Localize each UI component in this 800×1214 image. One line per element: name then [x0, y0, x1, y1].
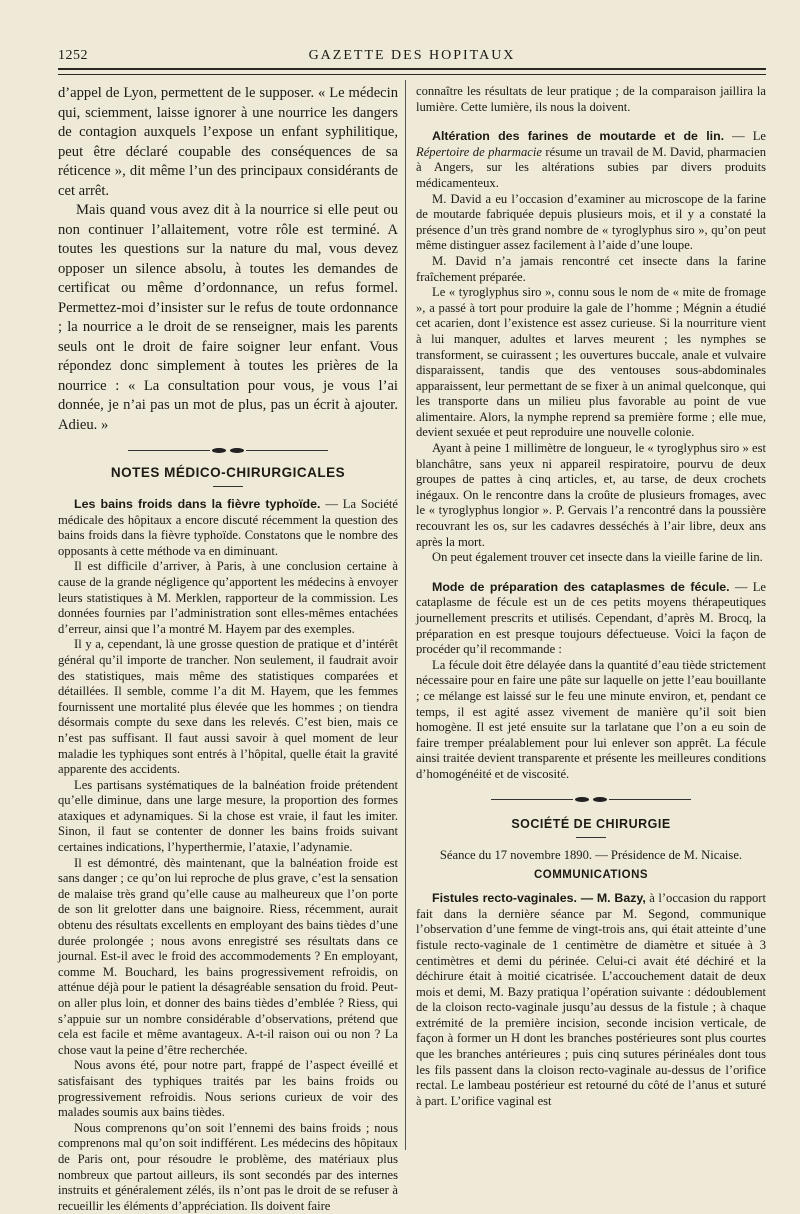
farines-dash: — Le — [724, 129, 766, 144]
bains-paragraph: Il est difficile d’arriver, à Paris, à une conclusion certaine à cause de la grande négligence qu’apportent les médecins à envoyer leurs statistiques à M. Merklen, rapporteur de la commission. Les données fournies par l’administration sont elles-mêmes entachées d’erreur, ainsi que l’a montré M. Hayem par des exemples. — [58, 559, 398, 636]
right-column — [416, 84, 766, 1109]
page-header — [58, 44, 766, 66]
fistules-paragraph — [416, 891, 766, 1109]
bains-heading: Les bains froids dans la fièvre typhoïde. — [74, 497, 321, 511]
bains-article — [58, 497, 398, 1214]
farines-paragraph: Ayant à peine 1 millimètre de longueur, le « tyroglyphus siro » est blanchâtre, sans yeux ni appareil respiratoire, pourvu de deux groupes de pattes à cinq articles, et, au tarse, de deux crochets inégaux. On le rencontre dans la croûte de plusieurs fromages, avec le « tyroglyphus longior ». P. Gervais l’a rencontré dans la poussière recouvrant les os, sur les cadavres desséchés à l’air libre, deux ans après la mort. — [416, 441, 766, 549]
farines-journal-name: Répertoire de pharmacie — [416, 144, 542, 159]
bains-lead-text: — La Société médicale des hôpitaux a encore discuté récemment la question des bains froids dans la fièvre typhoïde. Constatons que le nombre des opposants à cette méthode va en diminuant. — [58, 497, 398, 558]
bains-paragraph: Il y a, cependant, là une grosse question de pratique et d’intérêt général qu’il importe de trancher. Non seulement, il faudrait avoir des statistiques, mais même des statistiques comparées et détaillées. Il semble, comme l’a dit M. Hayem, que les femmes fournissent une mortalité plus élevée que les hommes ; on tiendra désormais compte du sexe dans les relevés. C’est bien, mais ce n’est pas suffisant. Il faut aussi savoir à quel moment de leur maladie les typhiques sont entrés à l’hôpital, quelle était la gravité apparente des accidents. — [58, 637, 398, 777]
society-title: SOCIÉTÉ DE CHIRURGIE — [511, 816, 671, 831]
bains-paragraph: Les partisans systématiques de la balnéation froide prétendent qu’elle diminue, dans une large mesure, la proportion des formes ataxiques et adynamiques. Si la chose est vraie, il faut les imiter. Sinon, il faut se contenter de donner les bains froids suivant certaines indications, l’hyperthermie, l’ataxie, l’adynamie. — [58, 777, 398, 855]
short-rule — [213, 486, 243, 487]
journal-title: GAZETTE DES HOPITAUX — [308, 48, 516, 63]
fistules-text: à l’occasion du rapport fait dans la dernière séance par M. Segond, communique l’observation d’une femme de vingt-trois ans, qui était atteinte d’une fistule recto-vaginale de 1 centimètre de diamètre et située à 3 centimètres et demi du périnée. Celui-ci avait été déchiré et la déchirure était à moitié cicatrisée. L’accouchement datait de deux mois et demi, M. Bazy pratiqua l’opération suivante : dédoublement de la cloison recto-vaginale jusqu’au dessus de la fistule ; à chaque extrémité de la première incision, seconde incision verticale, de façon à former un H dont les branches postérieures sont plus courtes que les branches antérieures ; puis cinq sutures périnéales dont tous les fils passent dans la cloison recto-vaginale au-dessus de l’orifice rectal. Le lambeau postérieur est retourné du côté de l’anus et suturé à part. L’orifice vaginal est — [416, 891, 766, 1108]
communications-title: COMMUNICATIONS — [533, 869, 649, 882]
short-rule — [576, 837, 606, 838]
column-divider — [405, 80, 406, 1150]
cataplasme-heading: Mode de préparation des cataplasmes de fécule. — [432, 579, 730, 594]
cataplasme-lead-paragraph — [416, 580, 766, 658]
bains-paragraph: Il est démontré, dès maintenant, que la balnéation froide est sans danger ; ce qu’on lui reproche de plus grave, c’est la sensation de malaise très grand qu’elle cause au malheureux que l’on porte de son lit grelotter dans une baignoire. Riess, récemment, aurait obtenu des résultats excellents en employant des bains tièdes d’une durée prolongée ; nous avons enregistré ses résultats dans ce journal. Est-il avec le froid des accommodements ? En employant, comme M. Bouchard, les bains progressivement refroidis, on atténue déjà pour le patient la désagréable sensation du froid. Peut-on aller plus loin, et donner des bains tièdes d’emblée ? Riess, qui s’appuie sur un nombre considérable d’observations, prétend que cela est facile et même avantageux. A-t-il raison oui ou non ? La chose vaut la peine d’être recherchée. — [58, 855, 398, 1057]
farines-paragraph: M. David a eu l’occasion d’examiner au microscope de la farine de moutarde fabriquée depuis plusieurs mois, et il y a constaté la présence d’un très grand nombre de « tyroglyphus siro », qu’on peut même distinguer assez facilement à l’aide d’une loupe. — [416, 191, 766, 253]
header-rule-thin — [58, 74, 766, 75]
bains-paragraph: Nous avons été, pour notre part, frappé de l’aspect éveillé et satisfaisant des typhiques traités par les bains froids ou progressivement refroidis. Nous serions curieux de voir des malades soumis aux bains tièdes. — [58, 1058, 398, 1120]
bains-paragraph: Nous comprenons qu’on soit l’ennemi des bains froids ; nous comprenons mal qu’on soit indifférent. Les médecins des hôpitaux de Paris ont, pour résoudre le problème, des matériaux plus nombreux que partout ailleurs, ils sont secondés par des internes instruits et généralement zélés, ils n’ont pas le droit de se refuser à recueillir les éléments d’appréciation. Ils doivent faire — [58, 1120, 398, 1213]
fistules-heading: Fistules recto-vaginales. — M. Bazy, — [432, 891, 646, 906]
cataplasme-paragraph: La fécule doit être délayée dans la quantité d’eau tiède strictement nécessaire pour en faire une pâte sur laquelle on jette l’eau bouillante ; ce mélange est laissé sur le feu une minute environ, et, pendant ce temps, il est agité assez vivement de manière qu’il soit bien homogène. Il est jeté ensuite sur la tarlatane que l’on a eu soin de faire tremper préalablement pour lui enlever son apprêt. La fécule ainsi traitée devient transparente et présente les meilleures conditions d’homogénéité et de viscosité. — [416, 657, 766, 781]
section-title-notes: NOTES MÉDICO-CHIRURGICALES — [110, 465, 346, 480]
farines-paragraph: M. David n’a jamais rencontré cet insecte dans la farine fraîchement préparée. — [416, 253, 766, 284]
continuation-paragraph: connaître les résultats de leur pratique ; de la comparaison jaillira la lumière. Cette lumière, ils nous la doivent. — [416, 84, 766, 114]
intro-block — [58, 84, 398, 435]
farines-paragraph: On peut également trouver cet insecte dans la vieille farine de lin. — [432, 550, 763, 565]
left-column — [58, 84, 398, 1214]
bains-lead-paragraph — [58, 497, 398, 559]
farines-paragraph: Le « tyroglyphus siro », connu sous le nom de « mite de fromage », a passé à tort pour produire la gale de l’homme ; Mégnin a étudié cet acarien, dont l’existence est assez curieuse. Si la nourriture vient à lui manquer, adultes et larves meurent ; les nymphes se transforment, se cuirassent ; les ouvertures buccale, anale et vulvaire disparaissent, tandis que des ventouses sous-abdominales apparaissent, leur permettant de se fixer à un animal quelconque, qui les transporte dans un milieu plus favorable au point de vue alimentaire. Alors, la nymphe reprend sa première forme ; elle mue, devient sexuée et peut reproduire une nouvelle colonie. — [416, 285, 766, 440]
section-ornament — [491, 795, 691, 805]
farines-lead-text: résume un travail de M. David, pharmacien à Angers, sur les altérations subies par divers produits médicamenteux. — [416, 144, 766, 190]
header-rule-thick — [58, 68, 766, 70]
intro-paragraph: Mais quand vous avez dit à la nourrice si elle peut ou non continuer l’allaitement, votre rôle est terminé. A toutes les questions sur la nature du mal, vous devez opposer un silence absolu, à toutes les demandes de certificat ou même d’ordonnance, un refus formel. Permettez-moi d’insister sur le refus de toute ordonnance ; la nourrice a le droit de se renseigner, mais les parents seuls ont le droit de faire soigner leur enfant. Vous répondez donc simplement à toutes les prières de la nourrice : « La consultation pour vous, je vous l’ai donnée, je n’ai pas un mot de plus, pas un écrit à ajouter. Adieu. » — [58, 202, 398, 433]
cataplasme-lead-text: — Le cataplasme de fécule est un de ces petits moyens thérapeutiques journellement prescrits et utilisés. Cependant, d’après M. Brocq, la préparation en est presque toujours défectueuse. Voici la façon de procéder qu’il recommande : — [416, 579, 766, 657]
intro-paragraph: d’appel de Lyon, permettent de le supposer. « Le médecin qui, sciemment, laisse ignorer à une nourrice les dangers de contagion auxquels l’expose un enfant syphilitique, peut être déclaré coupable des conséquences de sa réticence », dit même l’un des principaux considérants de cet arrêt. — [58, 85, 398, 199]
farines-lead-paragraph — [416, 129, 766, 191]
section-ornament — [128, 445, 328, 455]
farines-heading: Altération des farines de moutarde et de lin. — [432, 129, 725, 144]
page-number: 1252 — [58, 48, 88, 63]
session-line: Séance du 17 novembre 1890. — Présidence de M. Nicaise. — [439, 847, 743, 862]
